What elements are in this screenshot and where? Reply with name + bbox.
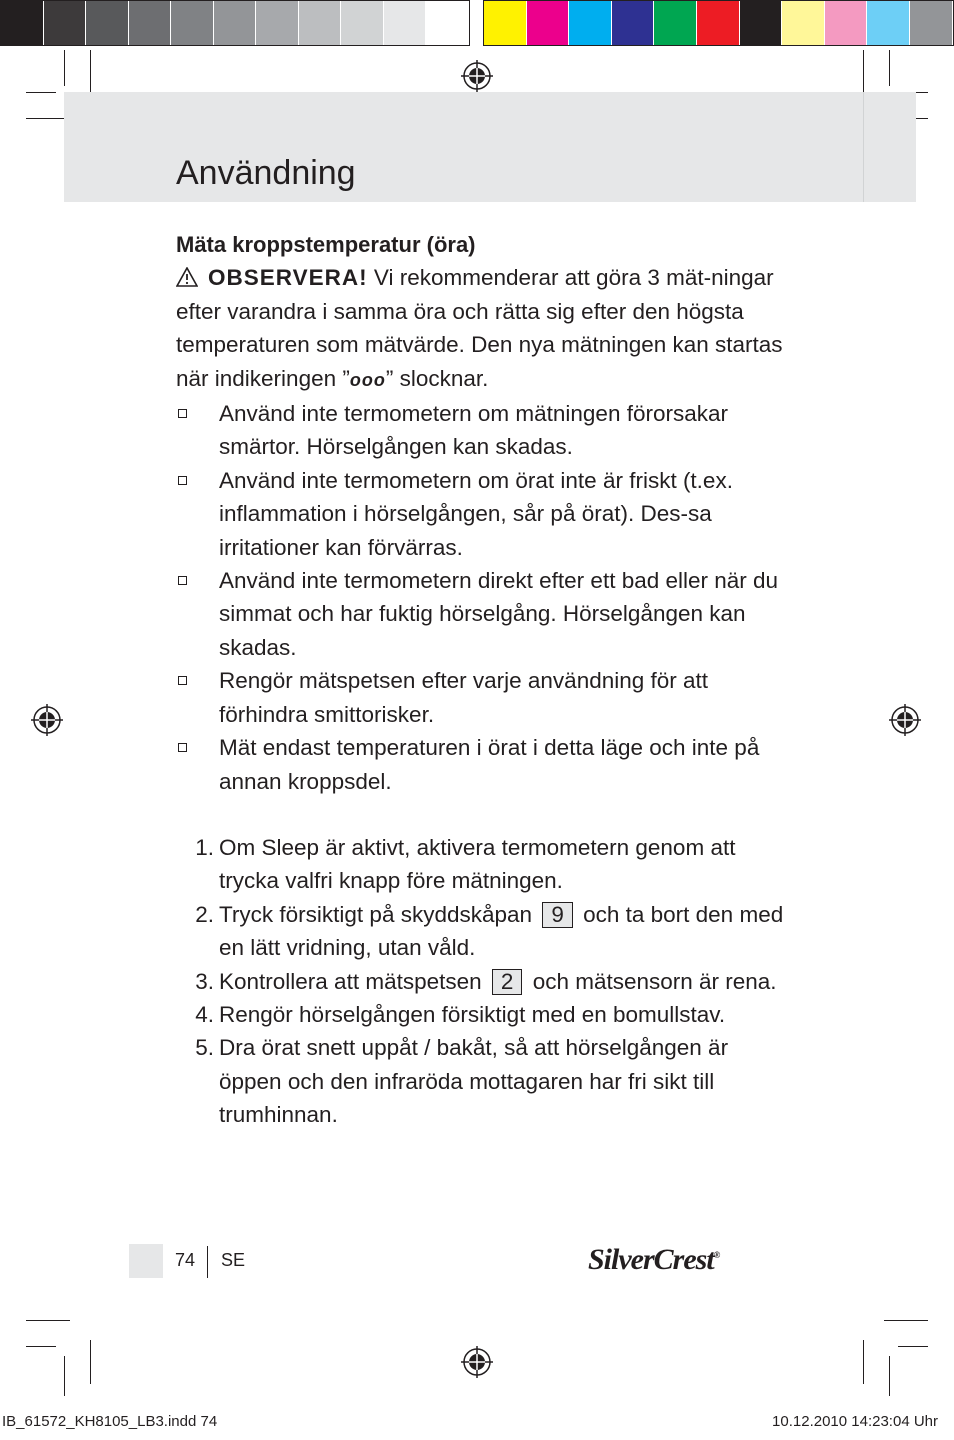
crop-mark <box>90 1340 91 1384</box>
list-item-text: Mät endast temperaturen i örat i detta läge och inte på annan kroppsdel. <box>219 735 760 794</box>
color-swatch <box>612 1 655 45</box>
precaution-list <box>176 397 786 798</box>
color-swatch <box>341 1 384 45</box>
checkbox-bullet-icon <box>178 743 187 752</box>
color-swatch <box>569 1 612 45</box>
part-reference-badge: 2 <box>492 969 523 995</box>
crop-mark <box>26 92 56 93</box>
warning-triangle-icon <box>176 267 198 287</box>
footer-divider <box>207 1246 208 1278</box>
list-item <box>176 464 786 564</box>
crop-mark <box>26 1320 70 1321</box>
step-number: 4. <box>195 1001 214 1027</box>
color-swatch <box>867 1 910 45</box>
color-swatch <box>782 1 825 45</box>
step-text: och ta bort den med en lätt vridning, utan våld. <box>219 901 784 961</box>
step-text: Dra örat snett uppåt / bakåt, så att hörselgången är öppen och den infraröda mottagaren har fri sikt till trumhinnan. <box>219 1035 729 1128</box>
color-swatch <box>129 1 172 45</box>
crop-mark <box>64 1356 65 1396</box>
step-number: 1. <box>195 834 214 860</box>
list-item-text: Rengör mätspetsen efter varje användning för att förhindra smittorisker. <box>219 668 709 727</box>
color-swatch <box>426 1 469 45</box>
step-text: Kontrollera att mätspetsen <box>219 968 482 994</box>
registration-target-icon <box>889 704 921 736</box>
list-item <box>176 664 786 731</box>
crop-mark <box>26 1346 56 1347</box>
color-swatch <box>1 1 44 45</box>
list-item-text: Använd inte termometern direkt efter ett bad eller när du simmat och har fuktig hörselgång. Hörselgången kan skadas. <box>219 568 779 660</box>
step-text: Tryck försiktigt på skyddskåpan <box>219 901 533 927</box>
list-item <box>176 397 786 464</box>
crop-mark <box>884 1320 928 1321</box>
registered-mark: ® <box>713 1250 720 1260</box>
checkbox-bullet-icon <box>178 576 187 585</box>
step-item <box>176 998 786 1031</box>
color-swatch <box>171 1 214 45</box>
print-slug-timestamp: 10.12.2010 14:23:04 Uhr <box>772 1413 938 1430</box>
warning-text: Vi rekommenderar att göra 3 mät-ningar efter varandra i samma öra och rätta sig efter den högsta temperaturen som mätvärde. Den nya mätningen kan startas när indikeringen ” <box>176 265 783 391</box>
color-swatch <box>910 1 953 45</box>
checkbox-bullet-icon <box>178 409 187 418</box>
part-reference-badge: 9 <box>542 902 573 928</box>
list-item-text: Använd inte termometern om mätningen förorsakar smärtor. Hörselgången kan skadas. <box>219 401 728 460</box>
color-swatch <box>44 1 87 45</box>
print-slug-filename: IB_61572_KH8105_LB3.indd 74 <box>2 1413 218 1430</box>
process-color-bar <box>483 0 954 46</box>
warning-text-end: ” slocknar. <box>385 365 489 391</box>
step-text: Om Sleep är aktivt, aktivera termometern genom att trycka valfri knapp före mätningen. <box>219 834 736 894</box>
step-item <box>176 898 786 965</box>
brand-name: SilverCrest <box>588 1243 714 1276</box>
crop-mark <box>898 1346 928 1347</box>
list-item <box>176 564 786 664</box>
brand-logo <box>588 1243 719 1277</box>
color-swatch <box>654 1 697 45</box>
header-tab-divider <box>863 92 864 202</box>
step-item <box>176 831 786 898</box>
color-swatch <box>527 1 570 45</box>
color-swatch <box>740 1 783 45</box>
step-number: 3. <box>195 968 214 994</box>
color-swatch <box>384 1 427 45</box>
display-indicator-glyph: ooo <box>349 369 386 390</box>
color-swatch <box>214 1 257 45</box>
page-title: Användning <box>176 154 356 192</box>
list-item-text: Använd inte termometern om örat inte är friskt (t.ex. inflammation i hörselgången, sår på örat). Des-sa irritationer kan förvärras. <box>219 467 733 560</box>
crop-mark <box>889 1356 890 1396</box>
step-number: 5. <box>195 1035 214 1061</box>
color-swatch <box>697 1 740 45</box>
step-item <box>176 965 786 998</box>
crop-mark <box>889 50 890 86</box>
instruction-steps <box>176 831 786 1132</box>
step-item <box>176 1031 786 1131</box>
registration-target-icon <box>31 704 63 736</box>
language-code: SE <box>221 1250 246 1270</box>
color-swatch <box>825 1 868 45</box>
page-number: 74 <box>175 1250 196 1270</box>
color-swatch <box>256 1 299 45</box>
footer-tab-box <box>129 1244 163 1278</box>
checkbox-bullet-icon <box>178 676 187 685</box>
color-swatch <box>299 1 342 45</box>
color-swatch <box>86 1 129 45</box>
warning-paragraph <box>176 261 786 397</box>
step-text: Rengör hörselgången försiktigt med en bomullstav. <box>219 1001 726 1027</box>
list-item <box>176 731 786 798</box>
crop-mark <box>863 1340 864 1384</box>
main-content <box>176 228 786 1132</box>
registration-target-icon <box>461 1346 493 1378</box>
step-number: 2. <box>195 901 214 927</box>
warning-label: OBSERVERA! <box>208 265 368 291</box>
step-text: och mätsensorn är rena. <box>532 968 777 994</box>
section-heading: Mäta kroppstemperatur (öra) <box>176 232 476 257</box>
grayscale-color-bar <box>0 0 470 46</box>
registration-target-icon <box>461 60 493 92</box>
checkbox-bullet-icon <box>178 476 187 485</box>
color-swatch <box>484 1 527 45</box>
crop-mark <box>64 50 65 86</box>
